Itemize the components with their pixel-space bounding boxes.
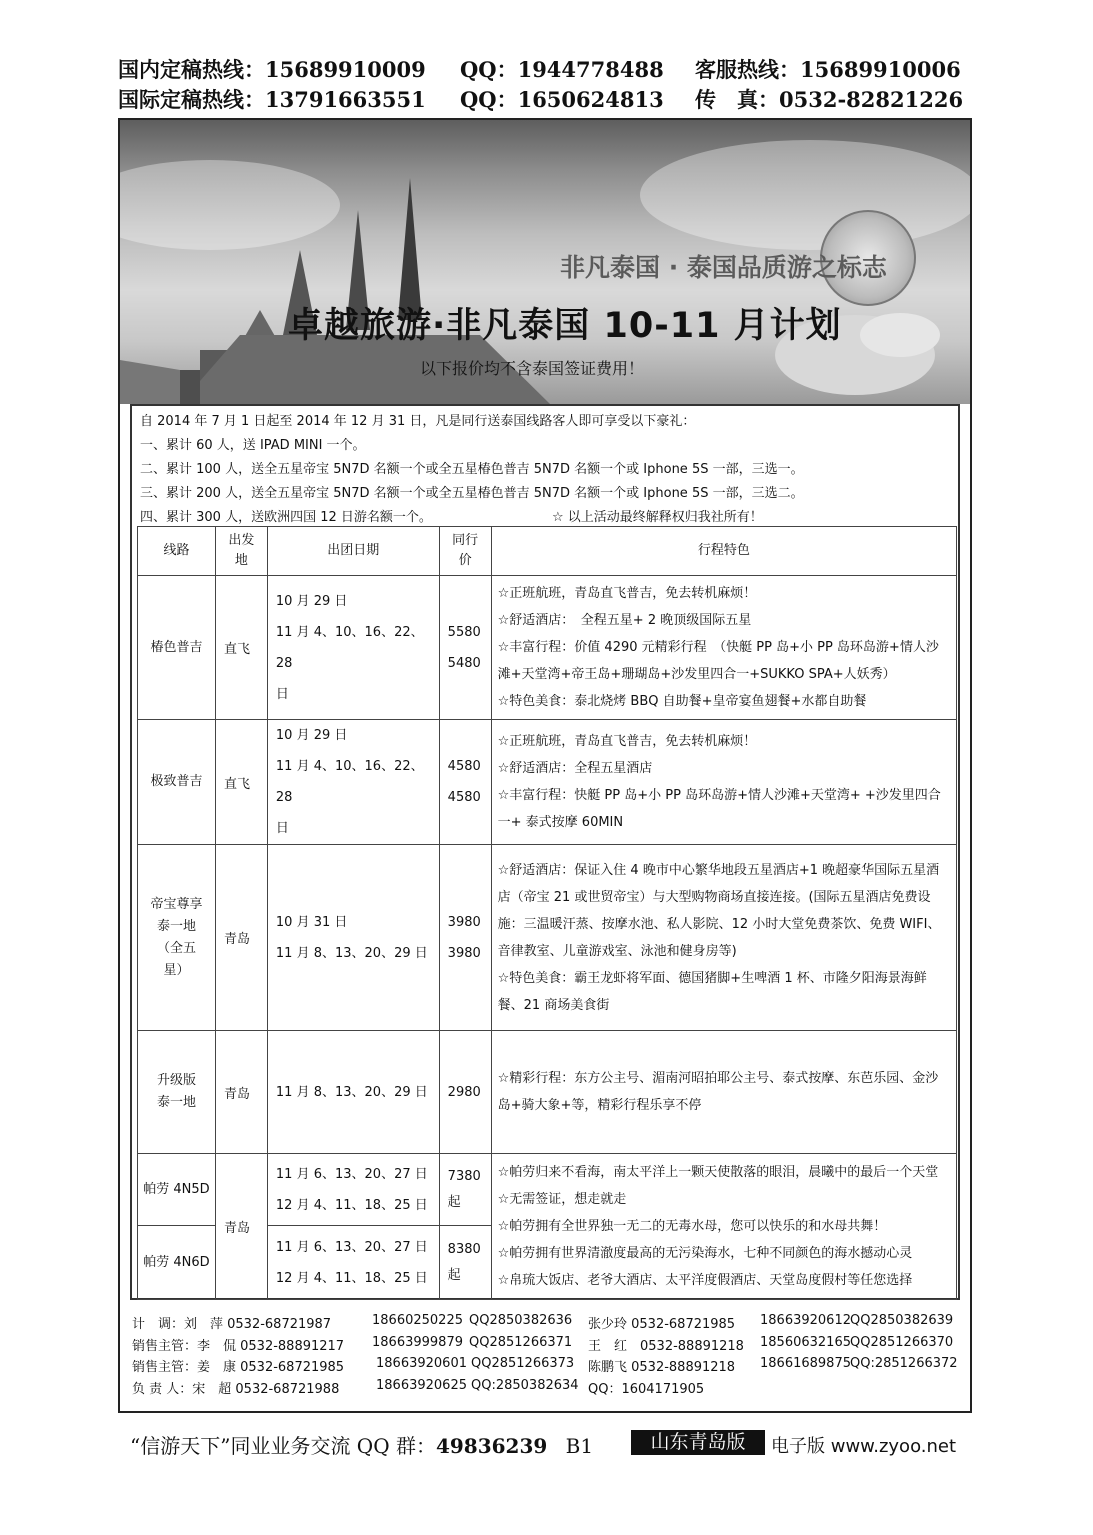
- route-departure: 直飞: [215, 576, 267, 720]
- table-row: [138, 720, 957, 845]
- price-value: 2980: [447, 1084, 481, 1100]
- route-name: 极致普吉: [138, 720, 216, 845]
- contact-qq: QQ:2850382634: [471, 1377, 579, 1393]
- contact-qq: QQ2851266373: [471, 1356, 575, 1371]
- route-features: [491, 720, 956, 845]
- date-line: 日: [275, 821, 289, 836]
- feature-line: ☆精彩行程：东方公主号、湄南河昭拍耶公主号、泰式按摩、东芭乐园、金沙岛+骑大象+等，精彩行程乐享不停: [497, 1071, 939, 1113]
- promo-item: 三、累计 200 人，送全五星帝宝 5N7D 名额一个或全五星椿色普吉 5N7D 名额一个或 Iphone 5S 一部，三选二。: [140, 486, 804, 501]
- contact-qq: QQ2851266371: [469, 1334, 573, 1350]
- route-departure: 青岛: [215, 1154, 267, 1300]
- route-departure: 青岛: [215, 845, 267, 1031]
- contact-qq: QQ：1604171905: [588, 1381, 705, 1397]
- feature-line: ☆丰富行程：快艇 PP 岛+小 PP 岛环岛游+情人沙滩+天堂湾+ +沙发里四合一+ 泰式按摩 60MIN: [497, 788, 941, 830]
- date-line: 11 月 6、13、20、27 日: [275, 1166, 428, 1182]
- promo-item: 四、累计 300 人，送欧洲四国 12 日游名额一个。: [140, 510, 432, 525]
- contact-qq: QQ2850382639: [850, 1313, 954, 1328]
- price-value: 8380: [447, 1241, 481, 1257]
- route-dates: [267, 720, 439, 845]
- domestic-qq: QQ：1944778488: [460, 57, 664, 82]
- price-unit: 起: [447, 1194, 461, 1210]
- route-features: [491, 1031, 956, 1154]
- banner-slogan: 非凡泰国 · 泰国品质游之标志: [560, 253, 887, 282]
- promo-disclaimer: ☆ 以上活动最终解释权归我社所有！: [552, 510, 763, 525]
- date-line: 11 月 4、10、16、22、28: [275, 759, 424, 805]
- contact-qq: QQ:2851266372: [850, 1356, 958, 1371]
- contact-name-phone: 王 红 0532-88891218: [588, 1338, 744, 1354]
- route-name: 帕劳 4N6D: [138, 1226, 216, 1300]
- contact-qq: QQ2851266370: [850, 1334, 954, 1350]
- price-unit: 起: [447, 1267, 461, 1283]
- header-departure: 出发地: [215, 527, 267, 576]
- date-line: 12 月 4、11、18、25 日: [275, 1197, 428, 1213]
- international-hotline: 国际定稿热线：13791663551: [118, 87, 426, 112]
- feature-line: ☆舒适酒店： 全程五星+ 2 晚顶级国际五星: [497, 613, 752, 628]
- route-dates: [267, 1154, 439, 1226]
- contact-mobile: 18663920601: [376, 1356, 467, 1371]
- service-hotline: 客服热线：15689910006: [695, 57, 961, 82]
- feature-line: ☆帕劳拥有世界清澈度最高的无污染海水，七种不同颜色的海水撼动心灵: [497, 1246, 913, 1261]
- domestic-hotline: 国内定稿热线：15689910009: [118, 57, 426, 82]
- website-link[interactable]: 电子版 www.zyoo.net: [771, 1436, 957, 1457]
- route-departure: 青岛: [215, 1031, 267, 1154]
- feature-line: ☆舒适酒店：全程五星酒店: [497, 761, 653, 776]
- route-dates: [267, 845, 439, 1031]
- contact-name-phone: 陈鹏飞 0532-88891218: [588, 1360, 736, 1375]
- route-name: 帕劳 4N5D: [138, 1154, 216, 1226]
- feature-line: ☆帛琉大饭店、老爷大酒店、太平洋度假酒店、天堂岛度假村等任您选择: [497, 1273, 913, 1288]
- table-row: [138, 576, 957, 720]
- date-line: 11 月 8、13、20、29 日: [275, 945, 428, 961]
- table-header-row: [138, 527, 957, 576]
- route-departure: 直飞: [215, 720, 267, 845]
- promo-item: 一、累计 60 人，送 IPAD MINI 一个。: [140, 438, 366, 453]
- contact-mobile: 18663999879: [372, 1334, 463, 1350]
- international-qq: QQ：1650624813: [460, 87, 664, 112]
- banner-title: 卓越旅游·非凡泰国 10-11 月计划: [288, 306, 842, 346]
- contact-mobile: 18560632165: [760, 1334, 851, 1350]
- header-route: 线路: [138, 527, 216, 576]
- date-line: 10 月 29 日: [275, 593, 348, 609]
- page-number: B1: [565, 1434, 594, 1458]
- date-line: 日: [275, 686, 289, 702]
- contact-qq: QQ2850382636: [469, 1313, 573, 1328]
- table-row: [138, 1031, 957, 1154]
- date-line: 10 月 29 日: [275, 728, 348, 743]
- feature-line: ☆舒适酒店：保证入住 4 晚市中心繁华地段五星酒店+1 晚超豪华国际五星酒店（帝宝 21 或世贸帝宝）与大型购物商场直接连接。(国际五星酒店免费设施：三温暖汗蒸、按摩水池、私人影院、12 小时大堂免费茶饮、免费 WIFI、音律教室、儿童游戏室、泳池和健身房等): [497, 862, 941, 959]
- date-line: 11 月 4、10、16、22、28: [275, 624, 424, 671]
- contact-mobile: 18660250225: [372, 1313, 463, 1328]
- route-name: 椿色普吉: [138, 576, 216, 720]
- contact-name-phone: 销售主管：李 侃 0532-88891217: [132, 1338, 345, 1354]
- route-price: [439, 1226, 491, 1300]
- price-value: 3980: [447, 945, 481, 961]
- table-row: [138, 1154, 957, 1226]
- feature-line: ☆帕劳拥有全世界独一无二的无毒水母，您可以快乐的和水母共舞！: [497, 1219, 887, 1234]
- date-line: 11 月 6、13、20、27 日: [275, 1239, 428, 1255]
- feature-line: ☆特色美食：霸王龙虾将军面、德国猪脚+生啤酒 1 杯、市隆夕阳海景海鲜餐、21 商场美食街: [497, 970, 927, 1013]
- route-price: [439, 576, 491, 720]
- feature-line: ☆正班航班，青岛直飞普吉，免去转机麻烦！: [497, 586, 757, 601]
- route-name: 帝宝尊享泰一地（全五星）: [138, 845, 216, 1031]
- route-price: [439, 1031, 491, 1154]
- route-features: [491, 576, 956, 720]
- price-value: 4580: [447, 790, 481, 805]
- date-line: 11 月 8、13、20、29 日: [275, 1084, 428, 1100]
- route-dates: [267, 576, 439, 720]
- table-row: [138, 845, 957, 1031]
- header-features: 行程特色: [491, 527, 956, 576]
- contact-mobile: 18663920612: [760, 1313, 851, 1328]
- price-value: 7380: [447, 1168, 481, 1184]
- route-table: [137, 526, 957, 1300]
- contact-name-phone: 负 责 人：宋 超 0532-68721988: [132, 1381, 340, 1397]
- footer: [130, 1430, 593, 1459]
- feature-line: ☆丰富行程：价值 4290 元精彩行程 （快艇 PP 岛+小 PP 岛环岛游+情人沙滩+天堂湾+帝王岛+珊瑚岛+沙发里四合一+SUKKO SPA+人妖秀）: [497, 640, 939, 682]
- feature-line: ☆特色美食：泰北烧烤 BBQ 自助餐+皇帝宴鱼翅餐+水都自助餐: [497, 694, 867, 709]
- route-price: [439, 1154, 491, 1226]
- route-dates: [267, 1031, 439, 1154]
- route-dates: [267, 1226, 439, 1300]
- qq-group-number: 49836239: [435, 1434, 548, 1458]
- visa-note: 以下报价均不含泰国签证费用！: [420, 359, 645, 378]
- price-value: 4580: [447, 759, 481, 774]
- date-line: 12 月 4、11、18、25 日: [275, 1270, 428, 1286]
- promo-item: 二、累计 100 人，送全五星帝宝 5N7D 名额一个或全五星椿色普吉 5N7D 名额一个或 Iphone 5S 一部，三选一。: [140, 462, 804, 477]
- route-price: [439, 720, 491, 845]
- contact-name-phone: 张少玲 0532-68721985: [588, 1317, 736, 1332]
- price-value: 5480: [447, 655, 481, 671]
- price-value: 5580: [447, 624, 481, 640]
- route-features: [491, 1154, 956, 1300]
- date-line: 10 月 31 日: [275, 914, 348, 930]
- price-value: 3980: [447, 914, 481, 930]
- feature-line: ☆无需签证，想走就走: [497, 1192, 627, 1207]
- header-price: 同行价: [439, 527, 491, 576]
- feature-line: ☆帕劳归来不看海，南太平洋上一颗天使散落的眼泪，晨曦中的最后一个天堂: [497, 1165, 939, 1180]
- feature-line: ☆正班航班，青岛直飞普吉，免去转机麻烦！: [497, 734, 757, 749]
- banner: [120, 120, 970, 404]
- fax-number: 传 真：0532-82821226: [695, 87, 964, 112]
- contact-mobile: 18663920625: [376, 1377, 467, 1393]
- qq-group-label: “信游天下”同业业务交流 QQ 群：: [130, 1434, 436, 1458]
- contact-name-phone: 计 调：刘 萍 0532-68721987: [132, 1317, 332, 1332]
- edition-badge: 山东青岛版: [631, 1430, 765, 1455]
- route-price: [439, 845, 491, 1031]
- contact-name-phone: 销售主管：姜 康 0532-68721985: [132, 1360, 345, 1375]
- promo-intro: 自 2014 年 7 月 1 日起至 2014 年 12 月 31 日，凡是同行送泰国线路客人即可享受以下豪礼：: [140, 414, 696, 429]
- header-dates: 出团日期: [267, 527, 439, 576]
- route-features: [491, 845, 956, 1031]
- contact-mobile: 18661689875: [760, 1356, 851, 1371]
- route-name: 升级版泰一地: [138, 1031, 216, 1154]
